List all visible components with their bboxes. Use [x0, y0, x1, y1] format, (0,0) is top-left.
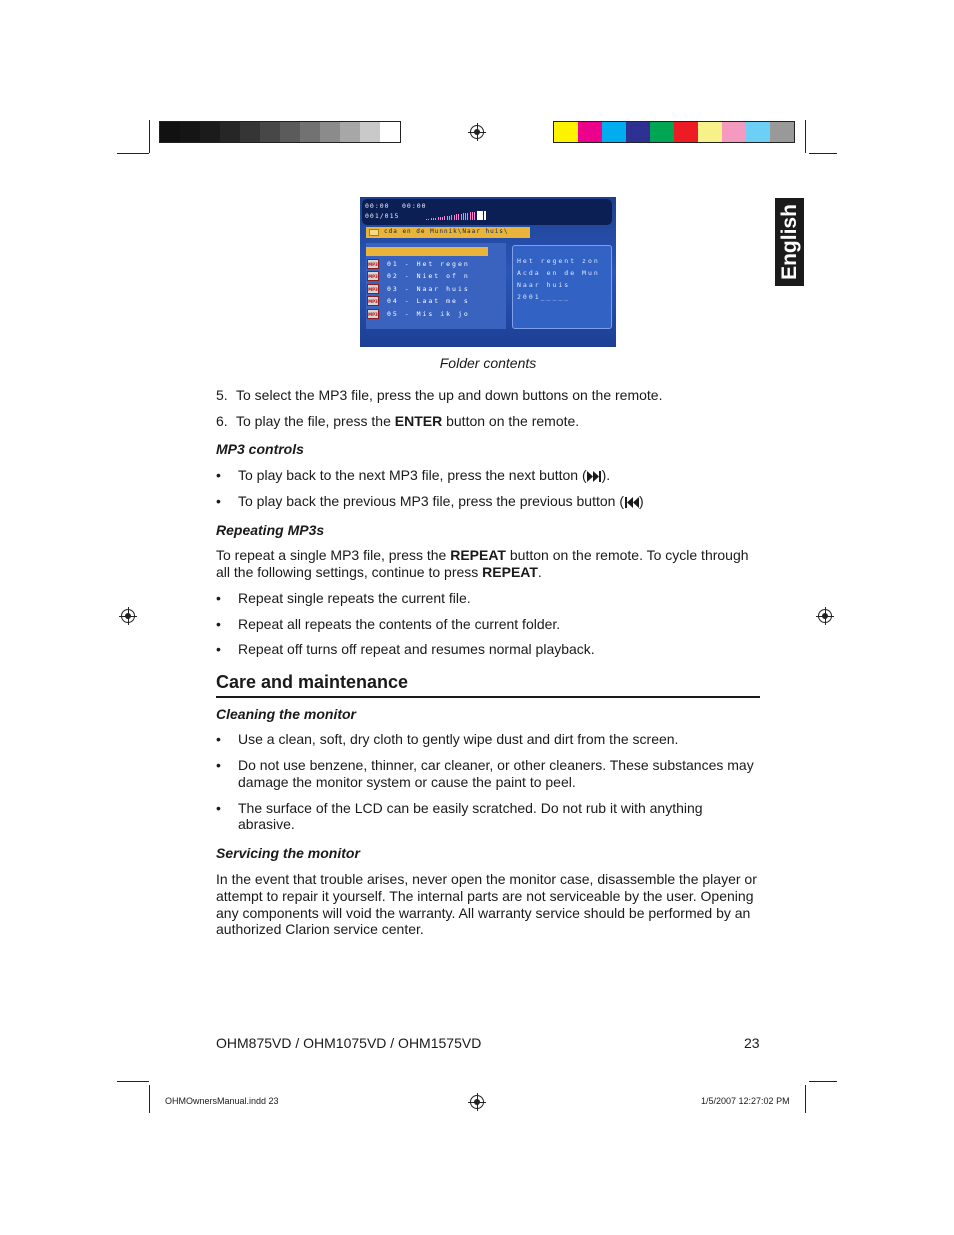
color-swatch — [770, 122, 794, 142]
paragraph-part: . — [537, 564, 542, 580]
repeat-button-name: REPEAT — [450, 547, 506, 563]
color-swatch — [698, 122, 722, 142]
screen-selection-highlight — [366, 247, 488, 256]
slug-date: 1/5/2007 12:27:02 PM — [701, 1096, 790, 1106]
previous-track-icon — [624, 497, 639, 508]
bullet-text: damage the monitor system or cause the paint to peel. — [238, 774, 576, 790]
figure-caption: Folder contents — [439, 355, 537, 371]
screen-track-item — [367, 309, 505, 320]
step-number: 5. — [216, 387, 228, 403]
repeating-paragraph-line-2 — [216, 564, 542, 581]
crop-mark — [809, 153, 837, 154]
mp3-file-icon: MP3 — [367, 271, 379, 281]
screen-track-label: 05 - Mis ik jo — [387, 310, 470, 318]
volume-tick — [456, 214, 457, 220]
bullet-text: Use a clean, soft, dry cloth to gently wipe dust and dirt from the screen. — [238, 731, 679, 747]
volume-tick — [472, 212, 473, 220]
screen-info-line: Het regent zon — [517, 257, 600, 265]
screen-info-line: Acda en de Mun — [517, 269, 600, 277]
bullet-dot: • — [216, 467, 221, 483]
volume-tick — [442, 217, 443, 220]
volume-tick — [463, 213, 464, 220]
bullet-text — [238, 493, 644, 510]
crop-mark — [809, 1081, 837, 1082]
screen-track-label: 02 - Niet of n — [387, 272, 470, 280]
color-swatch — [746, 122, 770, 142]
screen-track-item — [367, 259, 505, 270]
registration-mark-icon — [470, 125, 484, 139]
color-swatch — [320, 122, 340, 142]
footer-models: OHM875VD / OHM1075VD / OHM1575VD — [216, 1035, 482, 1051]
screen-info-line: Naar huis — [517, 281, 571, 289]
bullet-dot: • — [216, 616, 221, 632]
volume-tick — [426, 219, 427, 220]
paragraph-part: To repeat a single MP3 file, press the — [216, 547, 451, 563]
volume-tick — [447, 216, 448, 220]
servicing-heading: Servicing the monitor — [216, 845, 360, 861]
crop-mark — [117, 153, 149, 154]
volume-tick — [484, 211, 486, 220]
screen-track-counter: 001/015 — [365, 212, 400, 220]
crop-mark — [117, 1081, 149, 1082]
paragraph-part: button on the remote. To cycle through — [505, 547, 749, 563]
bullet-text: Repeat all repeats the contents of the current folder. — [238, 616, 561, 632]
bullet-text: The surface of the LCD can be easily scratched. Do not rub it with anything — [238, 800, 703, 816]
screen-track-label: 04 - Laat me s — [387, 297, 470, 305]
volume-tick — [474, 212, 475, 220]
mp3-file-icon: MP3 — [367, 296, 379, 306]
step-number: 6. — [216, 413, 228, 429]
step-text — [236, 413, 579, 430]
screen-time-elapsed: 00:00 — [365, 202, 390, 210]
color-swatch — [380, 122, 400, 142]
folder-icon — [369, 229, 379, 236]
servicing-paragraph-line: In the event that trouble arises, never open the monitor case, disassemble the player or — [216, 871, 757, 887]
volume-tick — [467, 213, 468, 220]
language-tab — [775, 198, 804, 286]
slug-filename: OHMOwnersManual.indd 23 — [165, 1096, 279, 1106]
bullet-text: abrasive. — [238, 816, 295, 832]
color-swatch — [180, 122, 200, 142]
screen-info-line: 2001_____ — [517, 293, 571, 301]
servicing-paragraph-line: authorized Clarion service center. — [216, 921, 424, 937]
mp3-file-icon: MP3 — [367, 309, 379, 319]
crop-mark — [805, 1085, 806, 1113]
step-text-part: To play the file, press the — [236, 413, 395, 429]
step-text-part: button on the remote. — [442, 413, 580, 429]
volume-tick — [431, 218, 432, 220]
volume-tick — [444, 216, 445, 220]
volume-tick — [451, 215, 452, 220]
bullet-text: Repeat off turns off repeat and resumes normal playback. — [238, 641, 595, 657]
bullet-dot: • — [216, 800, 221, 816]
color-swatch — [240, 122, 260, 142]
page-number: 23 — [744, 1035, 760, 1051]
screen-track-label: 01 - Het regen — [387, 260, 470, 268]
volume-tick — [433, 218, 434, 220]
screen-track-info-panel — [512, 245, 612, 329]
repeating-heading: Repeating MP3s — [216, 522, 325, 538]
color-swatch — [200, 122, 220, 142]
screen-track-item — [367, 296, 505, 307]
volume-tick — [465, 213, 466, 220]
bullet-text: Do not use benzene, thinner, car cleaner, or other cleaners. These substances may — [238, 757, 754, 773]
language-tab-label: English — [777, 204, 801, 280]
volume-tick — [428, 219, 429, 220]
bullet-text — [238, 467, 610, 484]
screen-track-item — [367, 284, 505, 295]
registration-mark-icon — [818, 609, 832, 623]
servicing-paragraph-line: attempt to repair it yourself. The internal parts are not serviceable by the user. Opening — [216, 888, 754, 904]
mp3-file-icon: MP3 — [367, 259, 379, 269]
screen-track-list — [366, 243, 506, 329]
grayscale-color-bar — [159, 121, 401, 143]
color-swatch — [300, 122, 320, 142]
color-swatch — [602, 122, 626, 142]
step-text: To select the MP3 file, press the up and down buttons on the remote. — [236, 387, 663, 403]
volume-tick — [435, 218, 436, 220]
section-heading: Care and maintenance — [216, 672, 409, 692]
color-swatch — [722, 122, 746, 142]
servicing-paragraph-line: any components will void the warranty. All warranty service should be performed by an — [216, 905, 751, 921]
process-color-bar — [553, 121, 795, 143]
color-swatch — [650, 122, 674, 142]
folder-contents-screenshot — [360, 197, 616, 347]
volume-tick — [438, 217, 439, 220]
color-swatch — [674, 122, 698, 142]
volume-tick — [454, 215, 455, 220]
crop-mark — [805, 120, 806, 153]
bullet-dot: • — [216, 731, 221, 747]
registration-mark-icon — [470, 1095, 484, 1109]
bullet-text-part: ). — [601, 467, 611, 483]
bullet-dot: • — [216, 757, 221, 773]
repeat-button-name: REPEAT — [482, 564, 538, 580]
mp3-file-icon: MP3 — [367, 284, 379, 294]
screen-folder-path: cda en de Munnik\Naar huis\ — [384, 228, 509, 235]
color-swatch — [160, 122, 180, 142]
bullet-dot: • — [216, 641, 221, 657]
screen-track-item — [367, 271, 505, 282]
color-swatch — [554, 122, 578, 142]
bullet-dot: • — [216, 493, 221, 509]
color-swatch — [626, 122, 650, 142]
color-swatch — [578, 122, 602, 142]
section-divider — [216, 696, 760, 698]
next-track-icon — [587, 471, 602, 482]
volume-tick — [458, 214, 459, 220]
screen-time-total: 00:00 — [402, 202, 427, 210]
paragraph-part: all the following settings, continue to press — [216, 564, 483, 580]
enter-button-name: ENTER — [394, 413, 443, 429]
bullet-text-part: To play back the previous MP3 file, press the previous button ( — [238, 493, 624, 509]
repeating-paragraph-line-1 — [216, 547, 749, 564]
screen-folder-path-row — [366, 227, 530, 238]
registration-mark-icon — [121, 609, 135, 623]
volume-meter-icon — [426, 211, 488, 220]
color-swatch — [220, 122, 240, 142]
volume-tick — [461, 214, 462, 220]
bullet-text: Repeat single repeats the current file. — [238, 590, 471, 606]
bullet-text-part: ) — [638, 493, 644, 509]
mp3-controls-heading: MP3 controls — [216, 441, 304, 457]
color-swatch — [260, 122, 280, 142]
color-swatch — [280, 122, 300, 142]
crop-mark — [149, 1085, 150, 1113]
volume-tick — [440, 217, 441, 220]
volume-tick — [470, 212, 471, 220]
bullet-text-part: To play back to the next MP3 file, press the next button ( — [238, 467, 587, 483]
color-swatch — [340, 122, 360, 142]
volume-tick — [449, 216, 450, 221]
bullet-dot: • — [216, 590, 221, 606]
cleaning-heading: Cleaning the monitor — [216, 706, 356, 722]
screen-track-label: 03 - Naar huis — [387, 285, 470, 293]
color-swatch — [360, 122, 380, 142]
crop-mark — [149, 120, 150, 153]
